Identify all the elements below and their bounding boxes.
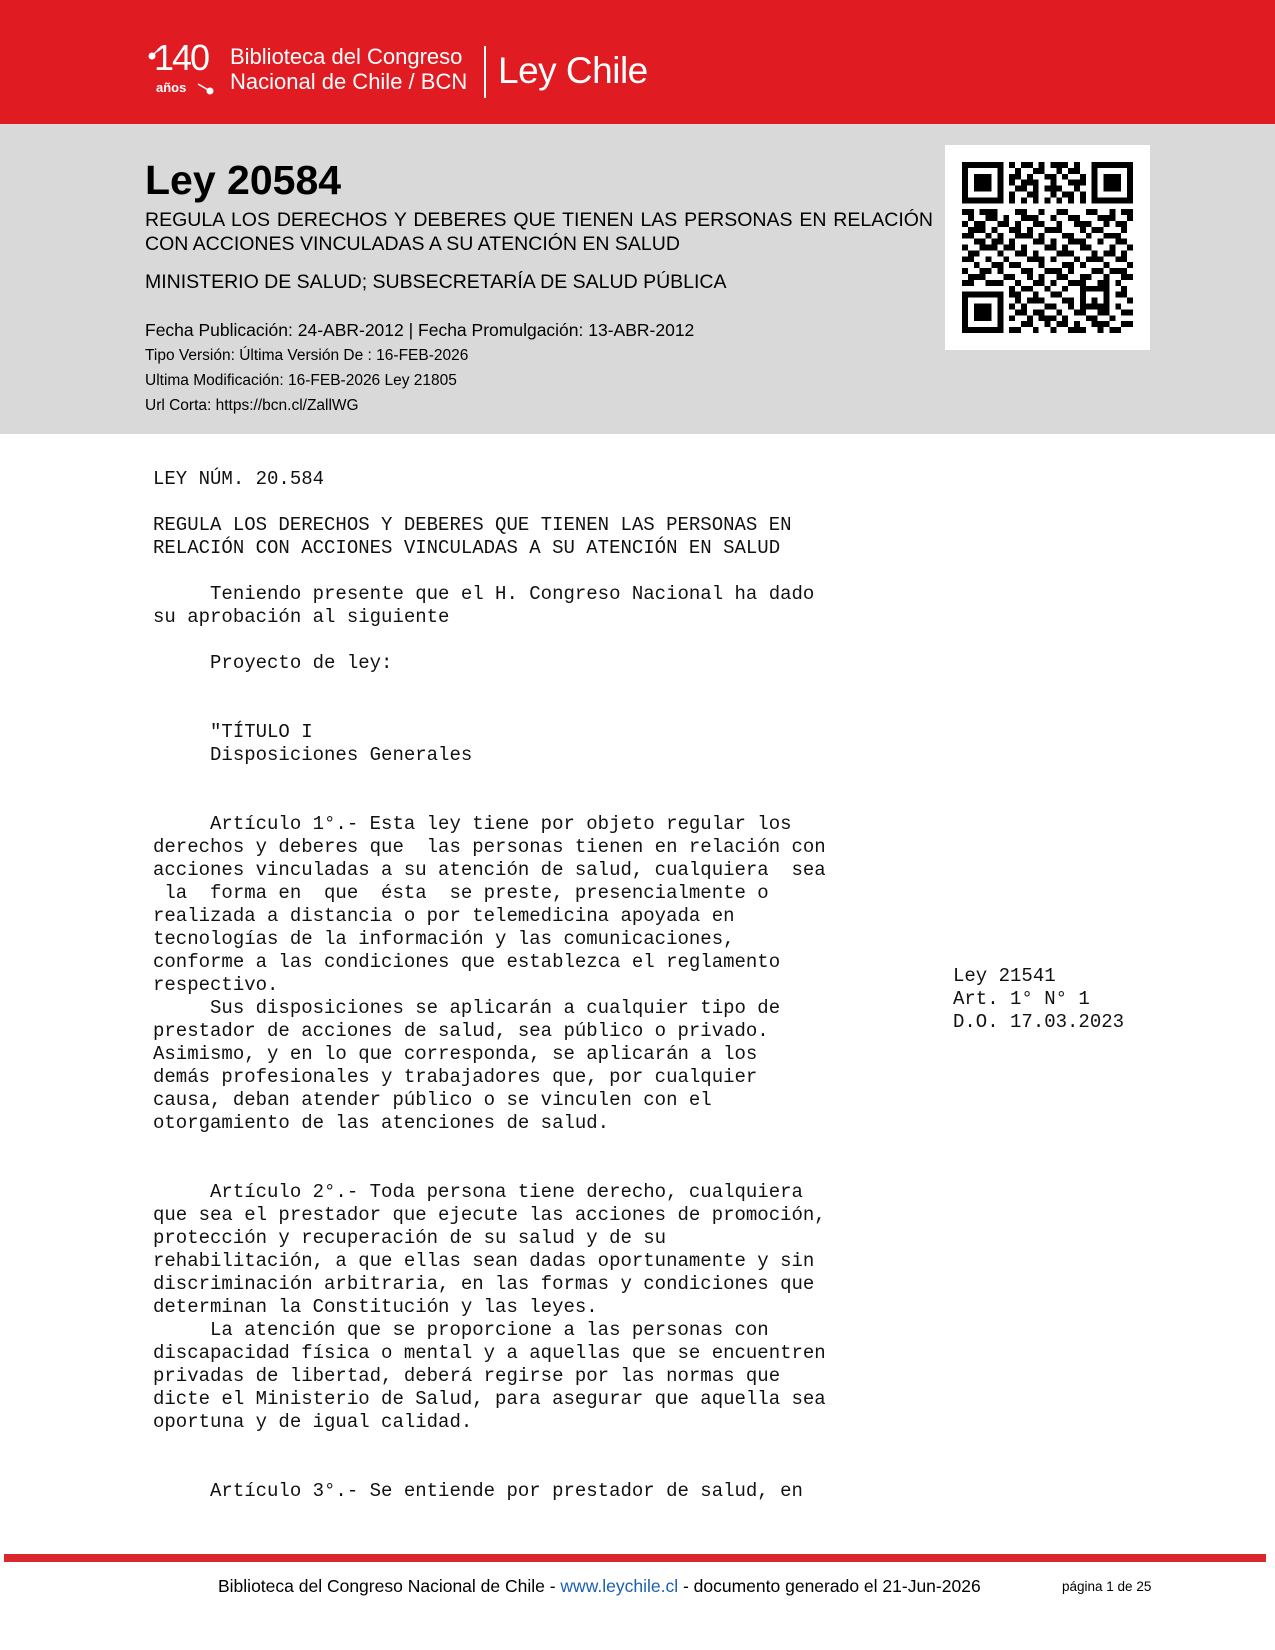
logo-divider [484, 46, 486, 98]
qr-code-icon [945, 145, 1150, 350]
footer-divider [4, 1554, 1266, 1562]
modification-note: Ley 21541 Art. 1° N° 1 D.O. 17.03.2023 [953, 965, 1125, 1033]
anniversary-unit: años [156, 80, 187, 95]
institution-line-1: Biblioteca del Congreso [230, 44, 463, 69]
institution-line-2: Nacional de Chile / BCN [230, 69, 468, 94]
law-subtitle: REGULA LOS DERECHOS Y DEBERES QUE TIENEN LAS PERSONAS EN RELACIÓN CON ACCIONES VINCULADAS A SU ATENCIÓN EN SALUD [145, 209, 933, 255]
anniversary-number: 140 [154, 37, 209, 78]
last-modification: Ultima Modificación: 16-FEB-2026 Ley 21805 [145, 372, 457, 389]
version-type: Tipo Versión: Última Versión De : 16-FEB-2026 [145, 347, 469, 364]
anniversary-badge [148, 36, 218, 102]
law-header [0, 124, 1275, 434]
short-url[interactable]: Url Corta: https://bcn.cl/ZallWG [145, 397, 359, 414]
footer-text-before: Biblioteca del Congreso Nacional de Chile - [218, 1576, 561, 1596]
law-body-text: LEY NÚM. 20.584 REGULA LOS DERECHOS Y DEBERES QUE TIENEN LAS PERSONAS EN RELACIÓN CON ACCIONES VINCULADAS A SU ATENCIÓN EN SALUD Teniendo presente que el H. Congreso Nacional ha dado su aprobación al siguiente Proyecto de ley: "TÍTULO I Disposiciones Generales Artículo 1°.- Esta ley tiene por objeto regular los derechos y deberes que las personas tienen en relación con acciones vinculadas a su atención de salud, cualquiera sea la forma en que ésta se preste, presencialmente o realizada a distancia o por telemedicina apoyada en tecnologías de la información y las comunicaciones, conforme a las condiciones que establezca el reglamento respectivo. Sus disposiciones se aplicarán a cualquier tipo de prestador de acciones de salud, sea público o privado. Asimismo, y en lo que corresponda, se aplicarán a los demás profesionales y trabajadores que, por cualquier causa, deban atender público o se vinculen con el otorgamiento de las atenciones de salud. Artículo 2°.- Toda persona tiene derecho, cualquiera que sea el prestador que ejecute las acciones de promoción, protección y recuperación de su salud y de su rehabilitación, a que ellas sean dadas oportunamente y sin discriminación arbitraria, en las formas y condiciones que determinan la Constitución y las leyes. La atención que se proporcione a las personas con discapacidad física o mental y a aquellas que se encuentren privadas de libertad, deberá regirse por las normas que dicte el Ministerio de Salud, para asegurar que aquella sea oportuna y de igual calidad. Artículo 3°.- Se entiende por prestador de salud, en [153, 468, 826, 1502]
institution-name [230, 44, 480, 94]
footer-link[interactable]: www.leychile.cl [560, 1576, 679, 1596]
qr-code-graphic [962, 162, 1133, 333]
law-title: Ley 20584 [145, 157, 342, 203]
footer-text-after: - documento generado el 21-Jun-2026 [678, 1576, 981, 1596]
page-number: página 1 de 25 [1062, 1579, 1152, 1594]
ministry-name: MINISTERIO DE SALUD; SUBSECRETARÍA DE SALUD PÚBLICA [145, 271, 727, 293]
footer-credit [218, 1575, 981, 1597]
product-name: Ley Chile [498, 50, 648, 91]
publication-dates: Fecha Publicación: 24-ABR-2012 | Fecha Promulgación: 13-ABR-2012 [145, 320, 695, 340]
top-brand-bar [0, 0, 1275, 124]
